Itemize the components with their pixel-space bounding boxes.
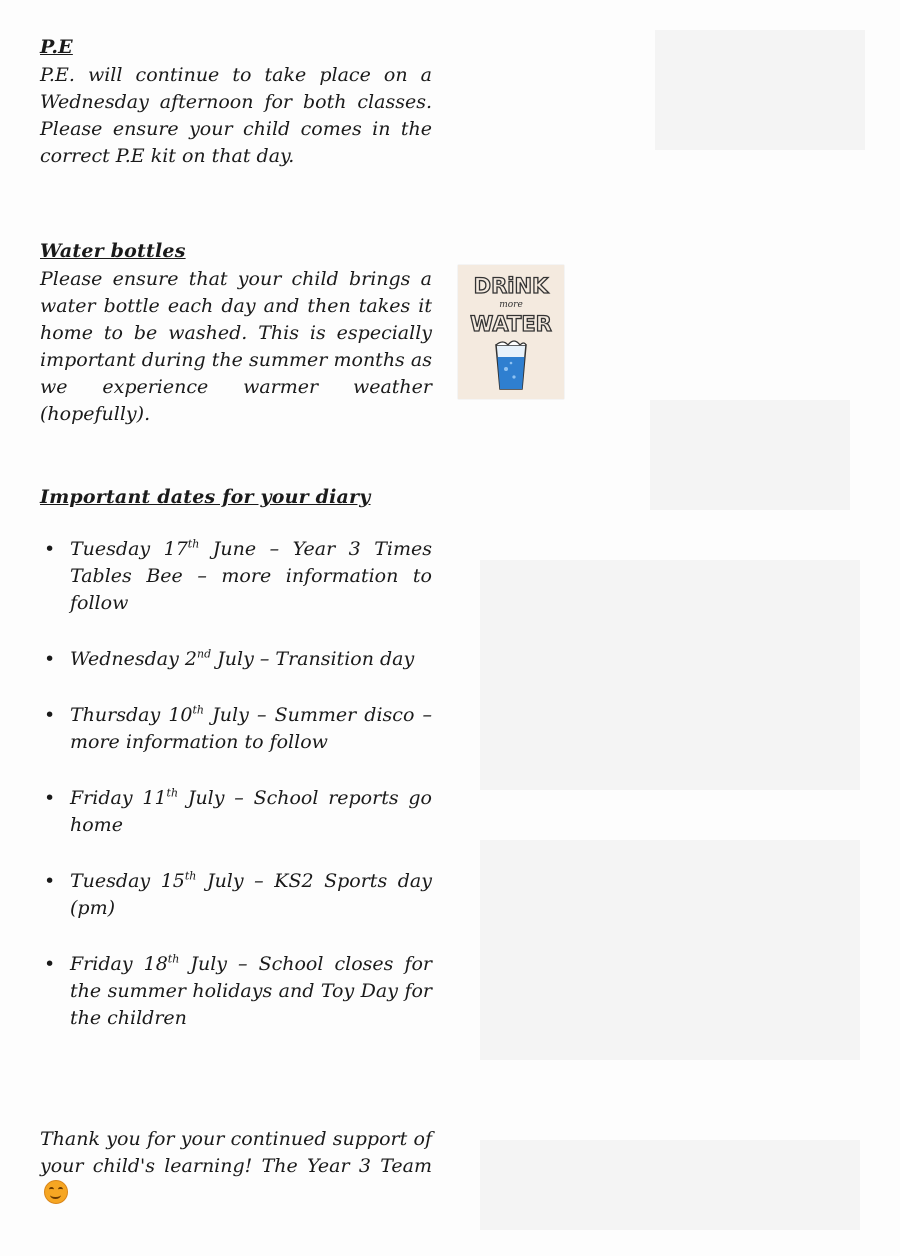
bullet-icon: • bbox=[44, 787, 56, 809]
show-through-block bbox=[650, 400, 850, 510]
pe-heading: P.E bbox=[40, 36, 73, 58]
list-item bbox=[40, 785, 432, 839]
water-bottles-section bbox=[40, 240, 432, 428]
drink-water-illustration bbox=[458, 265, 564, 399]
water-bottles-heading: Water bottles bbox=[40, 240, 186, 262]
date-day: Tuesday 17 bbox=[70, 538, 188, 560]
list-item bbox=[40, 951, 432, 1032]
show-through-block bbox=[480, 1140, 860, 1230]
list-item bbox=[40, 868, 432, 922]
date-detail: July – Transition day bbox=[211, 648, 415, 670]
show-through-block bbox=[480, 560, 860, 790]
bullet-icon: • bbox=[44, 704, 56, 726]
pe-body: P.E. will continue to take place on a Wednesday afternoon for both classes. Please ensure your child comes in the correct P.E kit on that day. bbox=[40, 64, 432, 167]
closing-section bbox=[40, 1126, 432, 1208]
bullet-icon: • bbox=[44, 953, 56, 975]
glass-of-water-icon bbox=[496, 341, 526, 389]
dates-list bbox=[40, 536, 432, 1032]
date-day: Thursday 10 bbox=[70, 704, 193, 726]
poster-line-1: DRiNK bbox=[473, 274, 549, 298]
list-item bbox=[40, 646, 432, 673]
date-day: Friday 18 bbox=[70, 953, 168, 975]
date-detail: July – School reports go home bbox=[70, 787, 432, 836]
smiley-face-icon bbox=[44, 1180, 68, 1204]
drink-more-water-poster bbox=[458, 265, 564, 399]
date-detail: July – Summer disco – more information to follow bbox=[70, 704, 433, 753]
date-suffix: th bbox=[187, 537, 200, 551]
date-suffix: th bbox=[184, 869, 197, 883]
closing-message bbox=[40, 1126, 432, 1208]
date-detail: July – School closes for the summer holidays and Toy Day for the children bbox=[70, 953, 432, 1029]
date-suffix: th bbox=[167, 952, 180, 966]
date-suffix: nd bbox=[196, 647, 212, 661]
poster-line-2: more bbox=[499, 300, 523, 310]
show-through-block bbox=[480, 840, 860, 1060]
bullet-icon: • bbox=[44, 870, 56, 892]
date-day: Tuesday 15 bbox=[70, 870, 185, 892]
list-item bbox=[40, 536, 432, 617]
bullet-icon: • bbox=[44, 648, 56, 670]
date-detail: July – KS2 Sports day (pm) bbox=[70, 870, 432, 919]
date-day: Wednesday 2 bbox=[70, 648, 197, 670]
show-through-block bbox=[655, 30, 865, 150]
date-detail: June – Year 3 Times Tables Bee – more information to follow bbox=[70, 538, 432, 614]
date-day: Friday 11 bbox=[70, 787, 167, 809]
date-suffix: th bbox=[192, 703, 205, 717]
poster-line-3: WATER bbox=[470, 312, 552, 336]
important-dates-section bbox=[40, 486, 432, 1061]
important-dates-heading: Important dates for your diary bbox=[40, 486, 371, 508]
closing-text: Thank you for your continued support of your child's learning! The Year 3 Team bbox=[40, 1128, 432, 1177]
water-bottles-body: Please ensure that your child brings a water bottle each day and then takes it home to be washed. This is especially important during the summer months as we experience warmer weather (hopefully). bbox=[40, 268, 432, 425]
pe-section bbox=[40, 36, 432, 170]
list-item bbox=[40, 702, 432, 756]
bullet-icon: • bbox=[44, 538, 56, 560]
date-suffix: th bbox=[166, 786, 179, 800]
